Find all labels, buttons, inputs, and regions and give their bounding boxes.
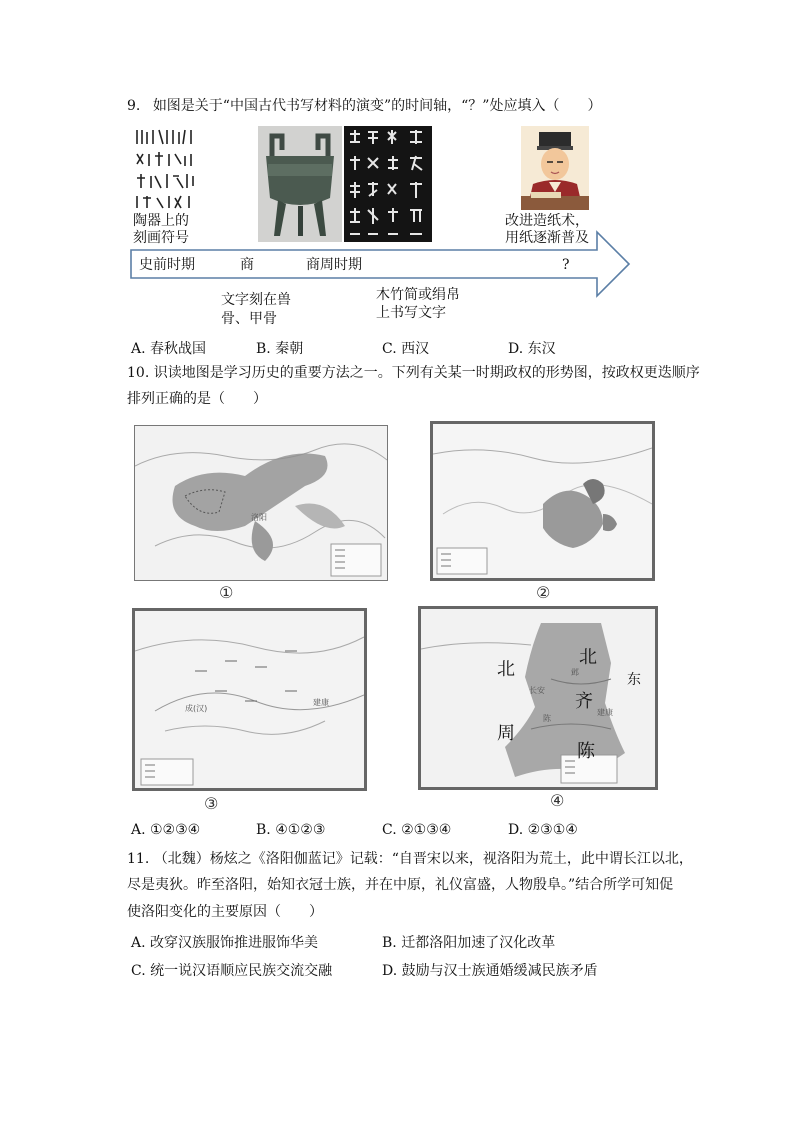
q9-stem (127, 96, 601, 116)
paper-label-line1: 改进造纸术， (505, 213, 589, 229)
q10-option-a[interactable]: A. ①②③④ (131, 822, 201, 838)
q11-stem-line1: 11. （北魏）杨炫之《洛阳伽蓝记》记载：“自晋宋以来，视洛阳为荒土，此中谓长江以北， (127, 851, 693, 867)
q11-option-b[interactable]: B. 迁都洛阳加速了汉化改革 (382, 935, 556, 951)
q9-option-a[interactable]: A. 春秋战国 (131, 341, 207, 357)
q10-stem-line2: 排列正确的是（ ） (127, 391, 267, 407)
bamboo-label-line2: 上书写文字 (376, 305, 446, 321)
q9-text: 如图是关于“中国古代书写材料的演变”的时间轴，“？”处应填入（ ） (152, 98, 602, 114)
map1-luoyang: 洛阳 (251, 513, 267, 522)
timeline-shang: 商 (240, 257, 254, 273)
q9-option-c[interactable]: C. 西汉 (382, 341, 430, 357)
map4-qi: 齐 (575, 691, 593, 712)
bone-label-line1: 文字刻在兽 (221, 292, 291, 308)
map-1-label: ① (219, 583, 234, 602)
map4-bei-east: 北 (579, 647, 597, 668)
pottery-symbols-image (133, 126, 199, 212)
q10-stem-line1: 10. 识读地图是学习历史的重要方法之一。下列有关某一时期政权的形势图，按政权更迭顺序 (127, 365, 700, 381)
bone-label-line2: 骨、甲骨 (221, 311, 277, 327)
map4-chen: 陈 (577, 741, 595, 762)
map-1 (134, 425, 388, 581)
bronze-ding-image (258, 126, 342, 242)
q9-number: 9. (127, 98, 141, 114)
map-4 (418, 606, 658, 790)
map4-zhou: 周 (497, 723, 515, 744)
q11-option-a[interactable]: A. 改穿汉族服饰推进服饰华美 (131, 935, 319, 951)
map-2 (430, 421, 655, 581)
q11-stem-line2: 尽是夷狄。昨至洛阳，始知衣冠士族，并在中原，礼仪富盛，人物殷阜。”结合所学可知促 (127, 877, 674, 893)
map-3-label: ③ (204, 794, 219, 813)
q9-option-d[interactable]: D. 东汉 (508, 341, 556, 357)
map-4-label: ④ (550, 791, 565, 810)
inscription-rubbing-image (344, 126, 432, 242)
q9-option-b[interactable]: B. 秦朝 (256, 341, 304, 357)
map3-jiankang: 建康 (313, 698, 329, 707)
map4-dong: 东 (627, 672, 641, 688)
timeline-question-mark: ? (562, 257, 570, 273)
q10-option-d[interactable]: D. ②③①④ (508, 822, 578, 838)
map4-jiankang: 建康 (597, 708, 613, 717)
pottery-label-line2: 刻画符号 (133, 230, 189, 246)
map-3 (132, 608, 367, 791)
paper-label-line2: 用纸逐渐普及 (505, 230, 589, 246)
q11-option-c[interactable]: C. 统一说汉语顺应民族交流交融 (131, 963, 333, 979)
q10-option-b[interactable]: B. ④①②③ (256, 822, 326, 838)
q11-option-d[interactable]: D. 鼓励与汉士族通婚缓减民族矛盾 (382, 963, 598, 979)
map4-changan: 长安 (529, 686, 545, 695)
bamboo-label-line1: 木竹简或绢帛 (376, 287, 460, 303)
q11-stem-line3: 使洛阳变化的主要原因（ ） (127, 904, 323, 920)
map3-cheng-han: 成(汉) (185, 704, 208, 713)
map4-ye: 邺 (571, 668, 579, 677)
timeline-prehistoric: 史前时期 (139, 257, 195, 273)
pottery-label-line1: 陶器上的 (133, 213, 189, 229)
cai-lun-portrait-image (521, 126, 589, 210)
map4-chen-small: 陈 (543, 714, 551, 723)
map4-bei-west: 北 (497, 659, 515, 680)
q10-option-c[interactable]: C. ②①③④ (382, 822, 452, 838)
timeline-shang-zhou: 商周时期 (306, 257, 362, 273)
map-2-label: ② (536, 583, 551, 602)
